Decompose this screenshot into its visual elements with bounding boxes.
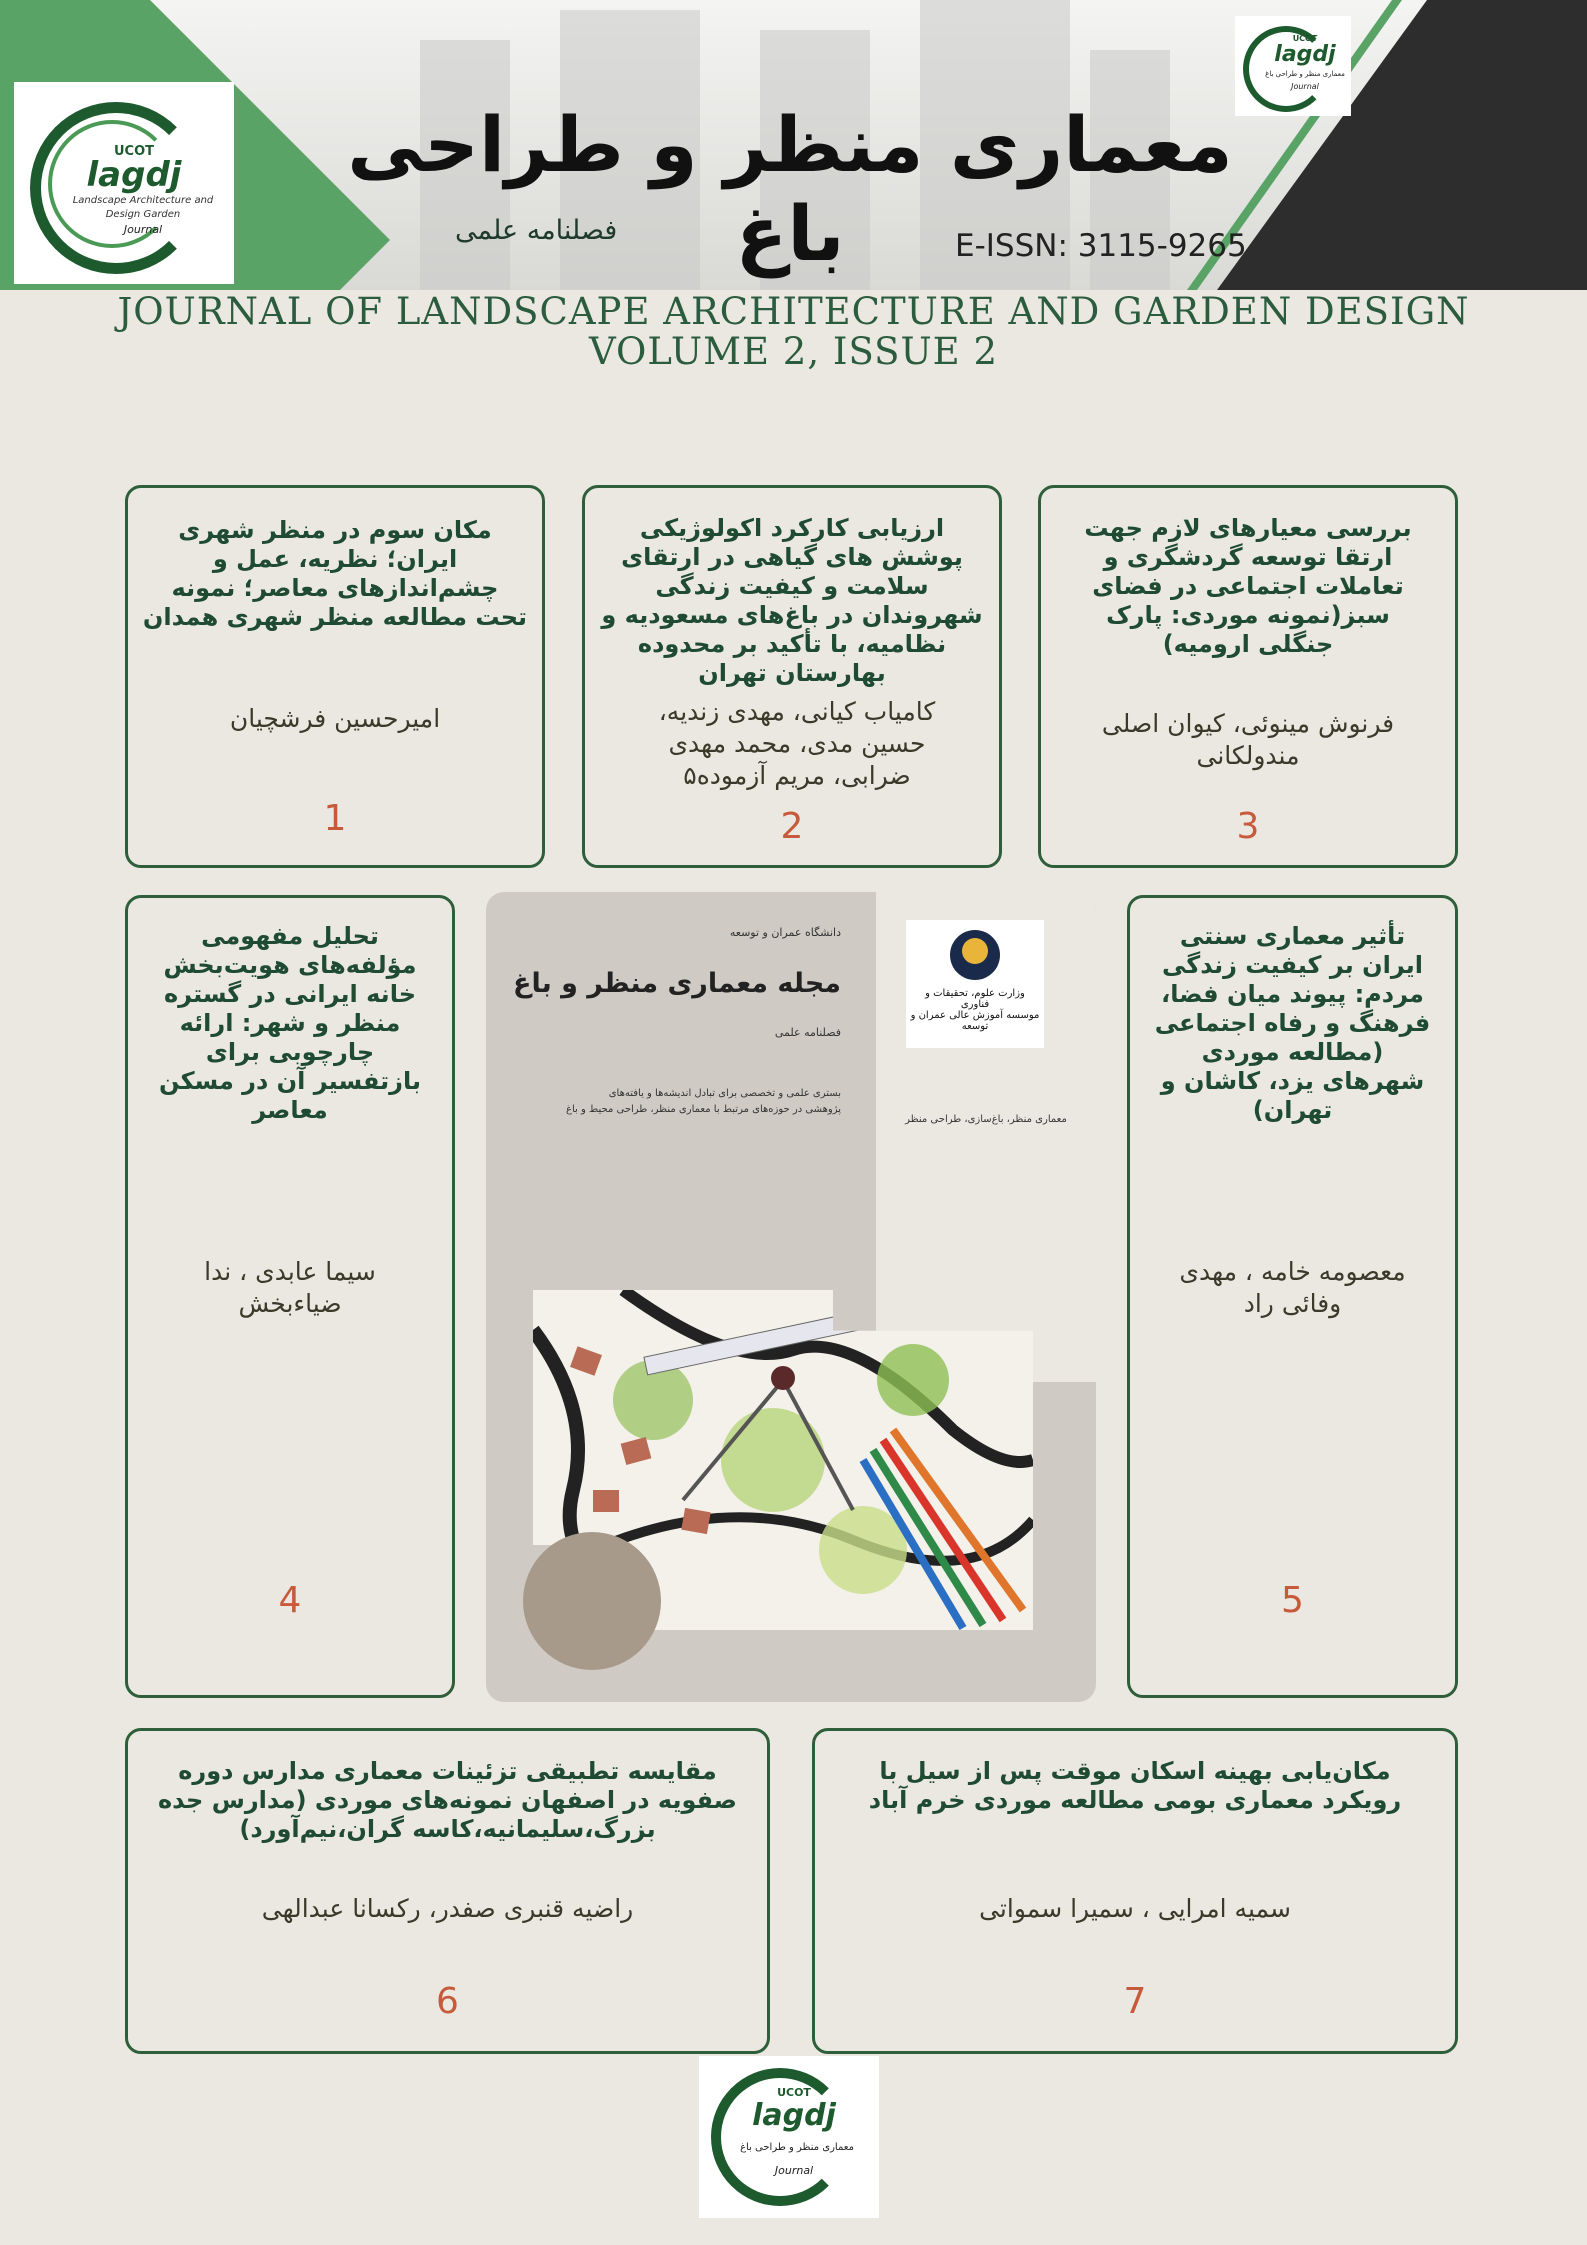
article-card-3[interactable]: [1038, 485, 1458, 868]
ministry-emblem: [906, 920, 1044, 1048]
article-card-5[interactable]: [1127, 895, 1458, 1698]
article-authors: راضیه قنبری صفدر، رکسانا عبدالهی: [261, 1894, 634, 1923]
article-authors: سیما عابدی ، ندا ضیاءبخش: [204, 1257, 376, 1318]
article-title: بررسی معیارهای لازم جهت ارتقا توسعه گردشگری و تعاملات اجتماعی در فضای سبز(نمونه موردی: پارک جنگلی ارومیه): [1084, 514, 1412, 658]
logo-bottom-abbr: lagdj: [752, 2098, 836, 2133]
cover-university: دانشگاه عمران و توسعه: [729, 926, 841, 939]
article-title: تحلیل مفهومی مؤلفه‌های هویت‌بخش خانه ایرانی در گستره منظر و شهر: ارائه چارچوبی برای بازتفسیر آن در مسکن معاصر: [158, 922, 422, 1124]
decorative-circle: [523, 1532, 661, 1670]
emblem-line1: وزارت علوم، تحقیقات و فناوری: [925, 988, 1025, 1010]
cover-description-line1: بستری علمی و تخصصی برای تبادل اندیشه‌ها و یافته‌های: [608, 1088, 841, 1099]
emblem-icon-inner: [962, 938, 988, 964]
article-card-2[interactable]: [582, 485, 1002, 868]
article-number: 4: [278, 1580, 302, 1621]
logo-abbr: lagdj: [86, 155, 182, 195]
journal-logo-large: [14, 82, 234, 284]
logo-journal: Journal: [123, 223, 163, 236]
article-card-4[interactable]: [125, 895, 455, 1698]
article-authors: معصومه خامه ، مهدی وفائی راد: [1179, 1257, 1406, 1318]
article-number: 1: [323, 798, 347, 839]
article-title: تأثیر معماری سنتی ایران بر کیفیت زندگی مردم: پیوند میان فضا، فرهنگ و رفاه اجتماعی (مطالعه موردی شهرهای یزد، کاشان و تهران): [1154, 922, 1431, 1124]
article-card-1[interactable]: [125, 485, 545, 868]
journal-title-fa: معماری منظر و طراحی باغ: [347, 100, 1233, 278]
cover-description-line2: پژوهشی در حوزه‌های مرتبط با معماری منظر، طراحی محیط و باغ: [566, 1104, 841, 1115]
logo-bottom-fa: معماری منظر و طراحی باغ: [740, 2142, 854, 2153]
journal-title-en-line1: JOURNAL OF LANDSCAPE ARCHITECTURE AND GARDEN DESIGN: [117, 290, 1470, 333]
cover-keywords: معماری منظر، باغ‌سازی، طراحی منظر: [905, 1114, 1067, 1125]
cover-subtitle: فصلنامه علمی: [774, 1026, 841, 1039]
article-number: 5: [1281, 1580, 1304, 1621]
logo-small-journal: Journal: [1291, 82, 1319, 91]
article-authors: فرنوش مینوئی، کیوان اصلی مندولکانی: [1101, 709, 1395, 770]
journal-title-en: [0, 292, 1587, 372]
article-title: ارزیابی کارکرد اکولوژیکی پوشش های گیاهی در ارتقای سلامت و کیفیت زندگی شهروندان در باغ‌های مسعودیه و نظامیه، با تأکید بر محدوده بهارستان تهران: [601, 514, 983, 687]
emblem-line2: موسسه آموزش عالی عمران و توسعه: [910, 1010, 1040, 1032]
logo-bottom-ucot: UCOT: [777, 2086, 811, 2099]
article-card-6[interactable]: [125, 1728, 770, 2054]
logo-small-ucot: UCOT: [1292, 34, 1318, 43]
logo-ucot: UCOT: [113, 144, 154, 159]
article-number: 2: [780, 806, 804, 847]
article-title: مقایسه تطبیقی تزئینات معماری مدارس دوره صفویه در اصفهان نمونه‌های موردی (مدارس جده بزرگ،سلیمانیه،کاسه گران،نیم‌آورد): [158, 1757, 737, 1843]
logo-small-abbr: lagdj: [1274, 42, 1336, 67]
cover-title: مجله معماری منظر و باغ: [513, 968, 841, 999]
article-authors: کامیاب کیانی، مهدی زندیه، حسین مدی، محمد مهدی ضرابی، مریم آزموده۵: [658, 697, 936, 790]
article-title: مکان سوم در منظر شهری ایران؛ نظریه، عمل و چشم‌اندازهای معاصر؛ نمونه تحت مطالعه منظر شهری همدان: [142, 516, 528, 631]
journal-logo-bottom: [699, 2056, 879, 2218]
logo-small-fa: معماری منظر و طراحی باغ: [1265, 70, 1345, 78]
journal-subtitle-fa: فصلنامه علمی: [455, 215, 618, 246]
article-title: مکان‌یابی بهینه اسکان موقت پس از سیل با رویکرد معماری بومی مطالعه موردی خرم آباد: [868, 1757, 1402, 1814]
article-card-7[interactable]: [812, 1728, 1458, 2054]
article-authors: امیرحسین فرشچیان: [229, 704, 441, 733]
logo-bottom-journal: Journal: [774, 2164, 814, 2177]
journal-volume-issue: VOLUME 2, ISSUE 2: [588, 330, 998, 373]
issn-number: E-ISSN: 3115-9265: [955, 228, 1247, 264]
article-number: 6: [436, 1981, 459, 2022]
article-authors: سمیه امرایی ، سمیرا سمواتی: [979, 1894, 1291, 1923]
logo-en-line1: Landscape Architecture and: [72, 195, 214, 206]
article-number: 7: [1123, 1981, 1147, 2022]
logo-en-line2: Design Garden: [105, 209, 181, 220]
article-number: 3: [1236, 806, 1260, 847]
